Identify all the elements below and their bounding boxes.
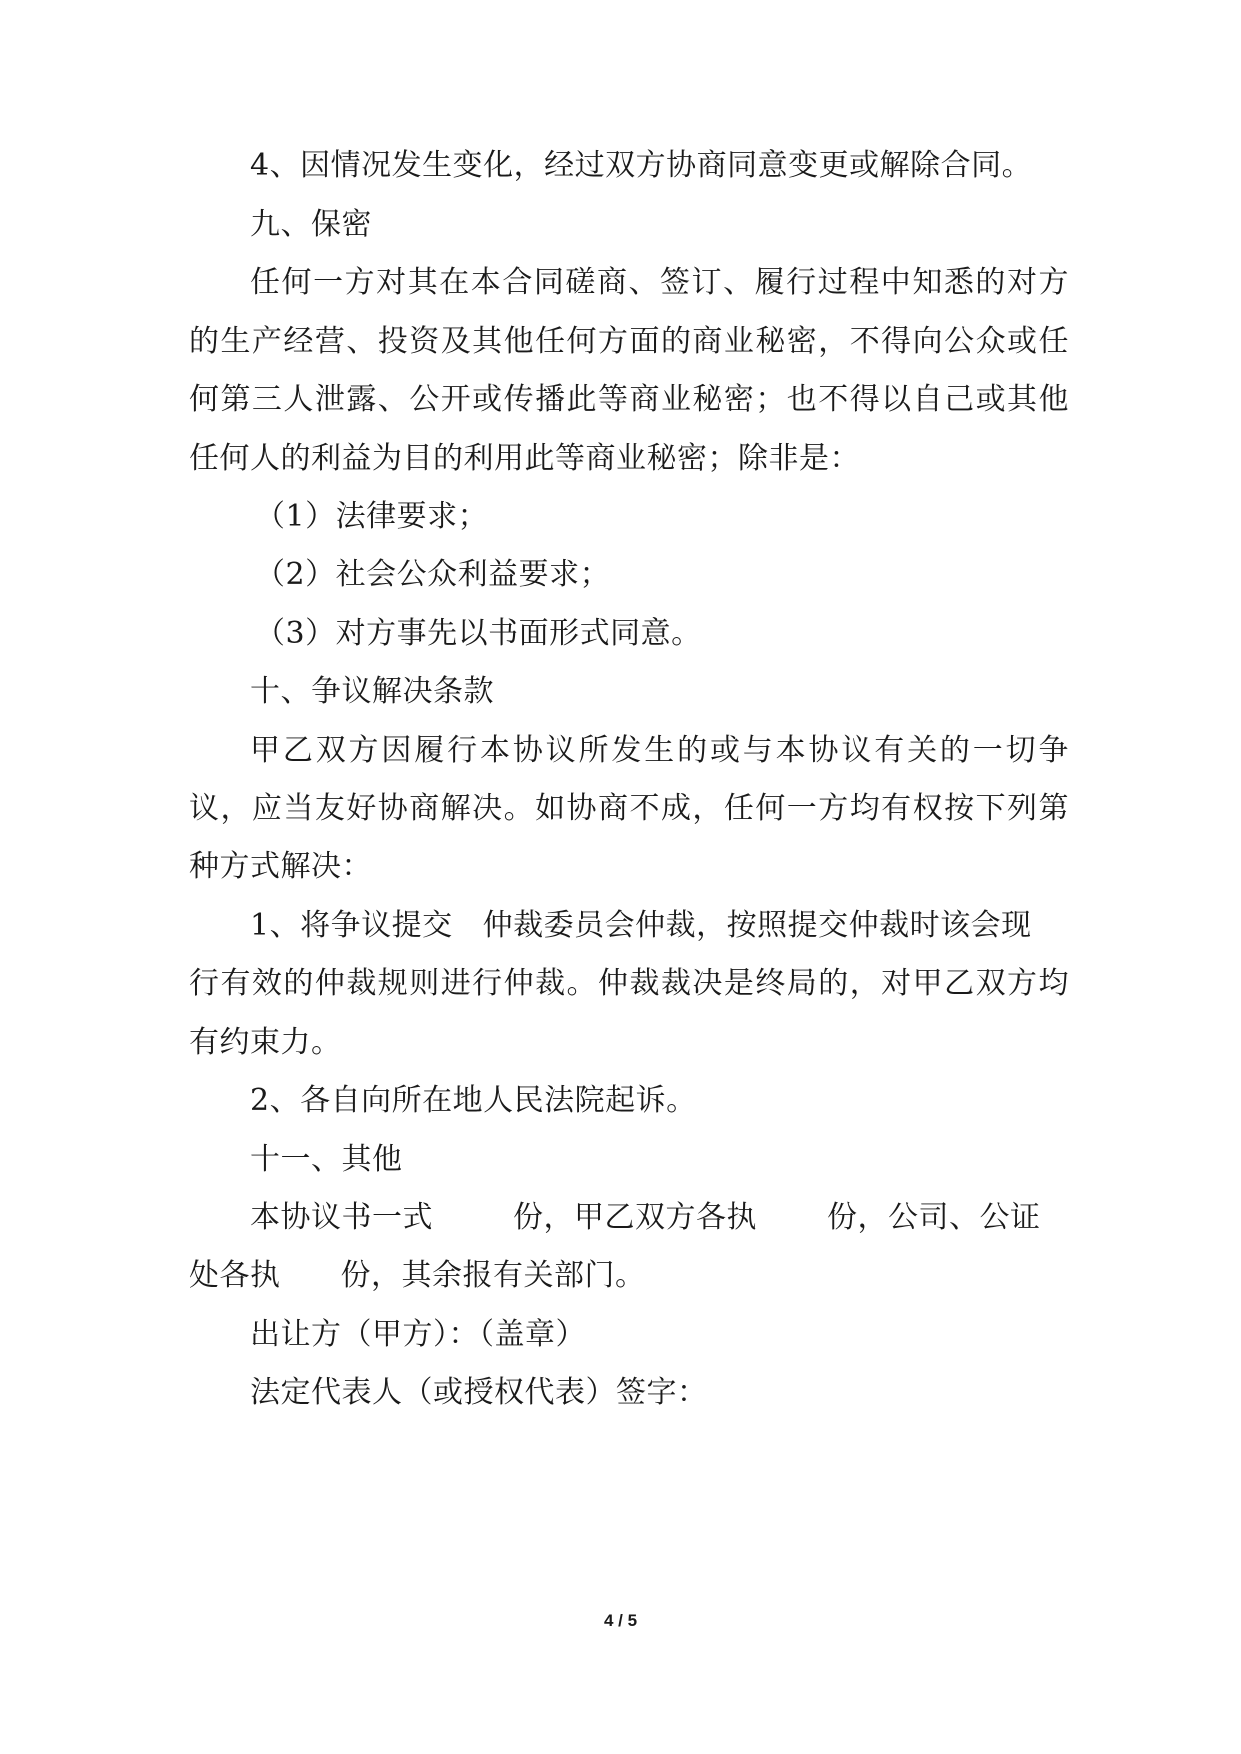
copies-text-part4: 处各执: [189, 1258, 281, 1293]
paragraph-line: 甲乙双方因履行本协议所发生的或与本协议有关的一切争: [250, 733, 1069, 768]
paragraph-line: 4、因情况发生变化，经过双方协商同意变更或解除合同。: [250, 148, 1033, 183]
paragraph-line: 种方式解决：: [189, 849, 372, 884]
paragraph-line: 2、各自向所在地人民法院起诉。: [250, 1083, 697, 1118]
copies-text-part1: 本协议书一式: [250, 1200, 433, 1235]
paragraph-line: 任何人的利益为目的利用此等商业秘密；除非是：: [189, 441, 860, 476]
paragraph-line: [250, 906, 1069, 946]
list-item: （3）对方事先以书面形式同意。: [255, 616, 702, 651]
signature-line-party-a: 出让方（甲方）：（盖章）: [250, 1317, 586, 1352]
copies-text-part2: 份，甲乙双方各执: [513, 1200, 757, 1235]
copies-text-part3: 份，公司、公证: [827, 1200, 1041, 1235]
paragraph-line: 何第三人泄露、公开或传播此等商业秘密；也不得以自己或其他: [189, 382, 1069, 417]
paragraph-line: 的生产经营、投资及其他任何方面的商业秘密，不得向公众或任: [189, 324, 1069, 359]
paragraph-line: [250, 1198, 1069, 1238]
signature-line-representative: 法定代表人（或授权代表）签字：: [250, 1375, 708, 1410]
section-heading-other: 十一、其他: [250, 1142, 403, 1177]
paragraph-line: 任何一方对其在本合同磋商、签订、履行过程中知悉的对方: [250, 265, 1069, 300]
section-heading-confidentiality: 九、保密: [250, 207, 372, 242]
list-item: （1）法律要求；: [255, 499, 489, 534]
paragraph-line: 行有效的仲裁规则进行仲裁。仲裁裁决是终局的，对甲乙双方均: [189, 966, 1069, 1001]
paragraph-line: 议，应当友好协商解决。如协商不成，任何一方均有权按下列第: [189, 791, 1069, 826]
section-heading-dispute-resolution: 十、争议解决条款: [250, 674, 494, 709]
clause-prefix: 1、将争议提交: [250, 908, 453, 943]
paragraph-line: [189, 1256, 1069, 1296]
copies-text-part5: 份，其余报有关部门。: [340, 1258, 646, 1293]
list-item: （2）社会公众利益要求；: [255, 557, 611, 592]
page-number: 4 / 5: [603, 1611, 638, 1630]
paragraph-line: 有约束力。: [189, 1025, 342, 1060]
clause-text: 仲裁委员会仲裁，按照提交仲裁时该会现: [482, 908, 1032, 943]
